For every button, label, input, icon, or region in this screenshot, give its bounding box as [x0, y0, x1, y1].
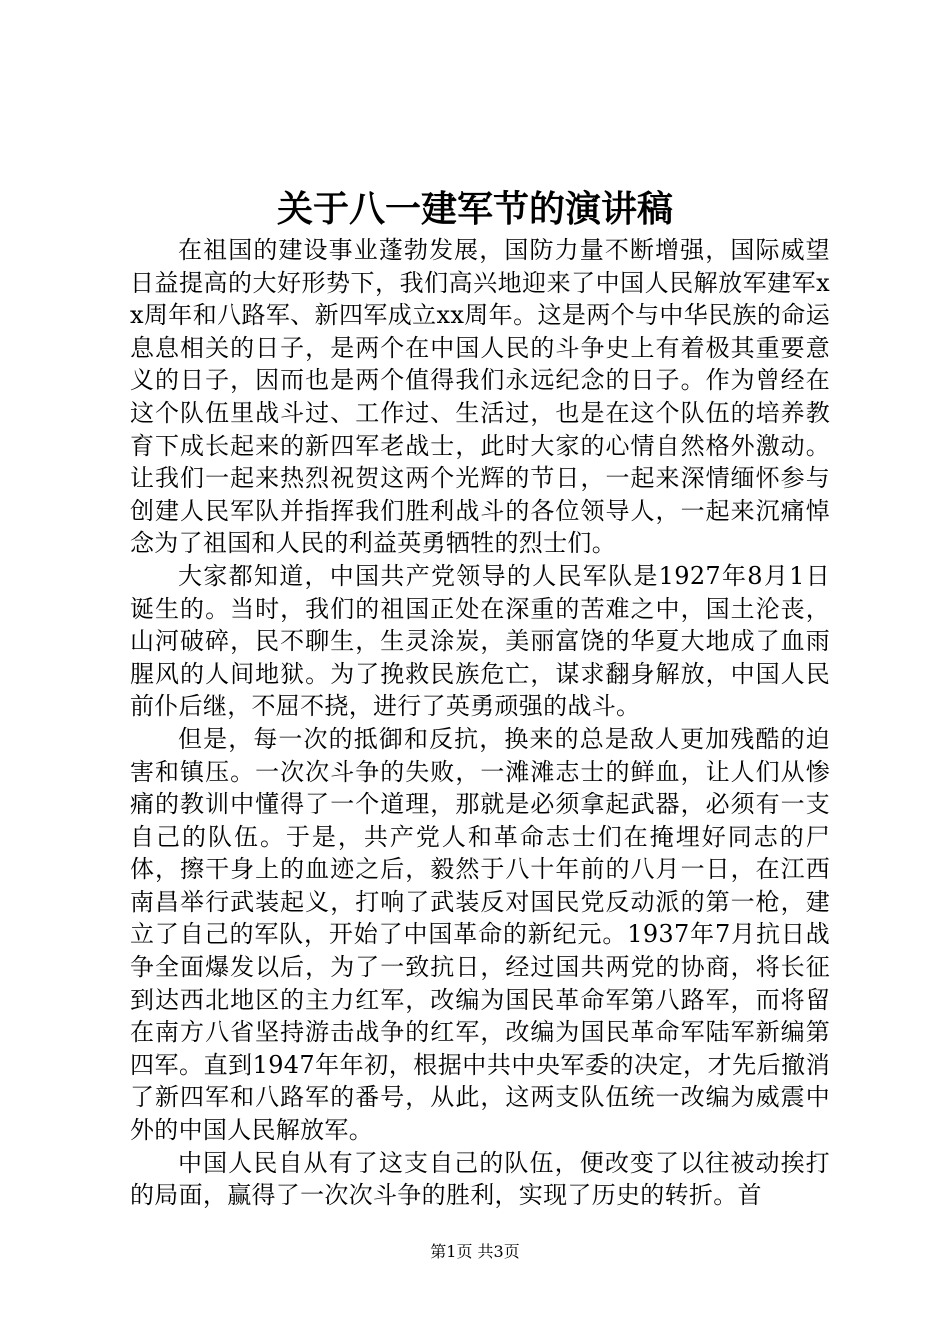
paragraph-4: 中国人民自从有了这支自己的队伍，便改变了以往被动挨打的局面，赢得了一次次斗争的胜利，实现了历史的转折。首 [130, 1148, 830, 1210]
paragraph-1: 在祖国的建设事业蓬勃发展，国防力量不断增强，国际威望日益提高的大好形势下，我们高兴地迎来了中国人民解放军建军xx周年和八路军、新四军成立xx周年。这是两个与中华民族的命运息息相关的日子，是两个在中国人民的斗争史上有着极其重要意义的日子，因而也是两个值得我们永远纪念的日子。作为曾经在这个队伍里战斗过、工作过、生活过，也是在这个队伍的培养教育下成长起来的新四军老战士，此时大家的心情自然格外激动。让我们一起来热烈祝贺这两个光辉的节日，一起来深情缅怀参与创建人民军队并指挥我们胜利战斗的各位领导人，一起来沉痛悼念为了祖国和人民的利益英勇牺牲的烈士们。 [130, 236, 830, 558]
document-title: 关于八一建军节的演讲稿 [276, 188, 673, 230]
page-number-footer: 第1页 共3页 [430, 1242, 520, 1261]
document-body [130, 234, 830, 1212]
paragraph-3: 但是，每一次的抵御和反抗，换来的总是敌人更加残酷的迫害和镇压。一次次斗争的失败，一滩滩志士的鲜血，让人们从惨痛的教训中懂得了一个道理，那就是必须拿起武器，必须有一支自己的队伍。于是，共产党人和革命志士们在掩埋好同志的尸体，擦干身上的血迹之后，毅然于八十年前的八月一日，在江西南昌举行武装起义，打响了武装反对国民党反动派的第一枪，建立了自己的军队，开始了中国革命的新纪元。1937年7月抗日战争全面爆发以后，为了一致抗日，经过国共两党的协商，将长征到达西北地区的主力红军，改编为国民革命军第八路军，而将留在南方八省坚持游击战争的红军，改编为国民革命军陆军新编第四军。直到1947年年初，根据中共中央军委的决定，才先后撤消了新四军和八路军的番号，从此，这两支队伍统一改编为威震中外的中国人民解放军。 [130, 724, 830, 1145]
paragraph-2: 大家都知道，中国共产党领导的人民军队是1927年8月1日诞生的。当时，我们的祖国正处在深重的苦难之中，国土沦丧，山河破碎，民不聊生，生灵涂炭，美丽富饶的华夏大地成了血雨腥风的人间地狱。为了挽救民族危亡，谋求翻身解放，中国人民前仆后继，不屈不挠，进行了英勇顽强的战斗。 [130, 561, 830, 721]
